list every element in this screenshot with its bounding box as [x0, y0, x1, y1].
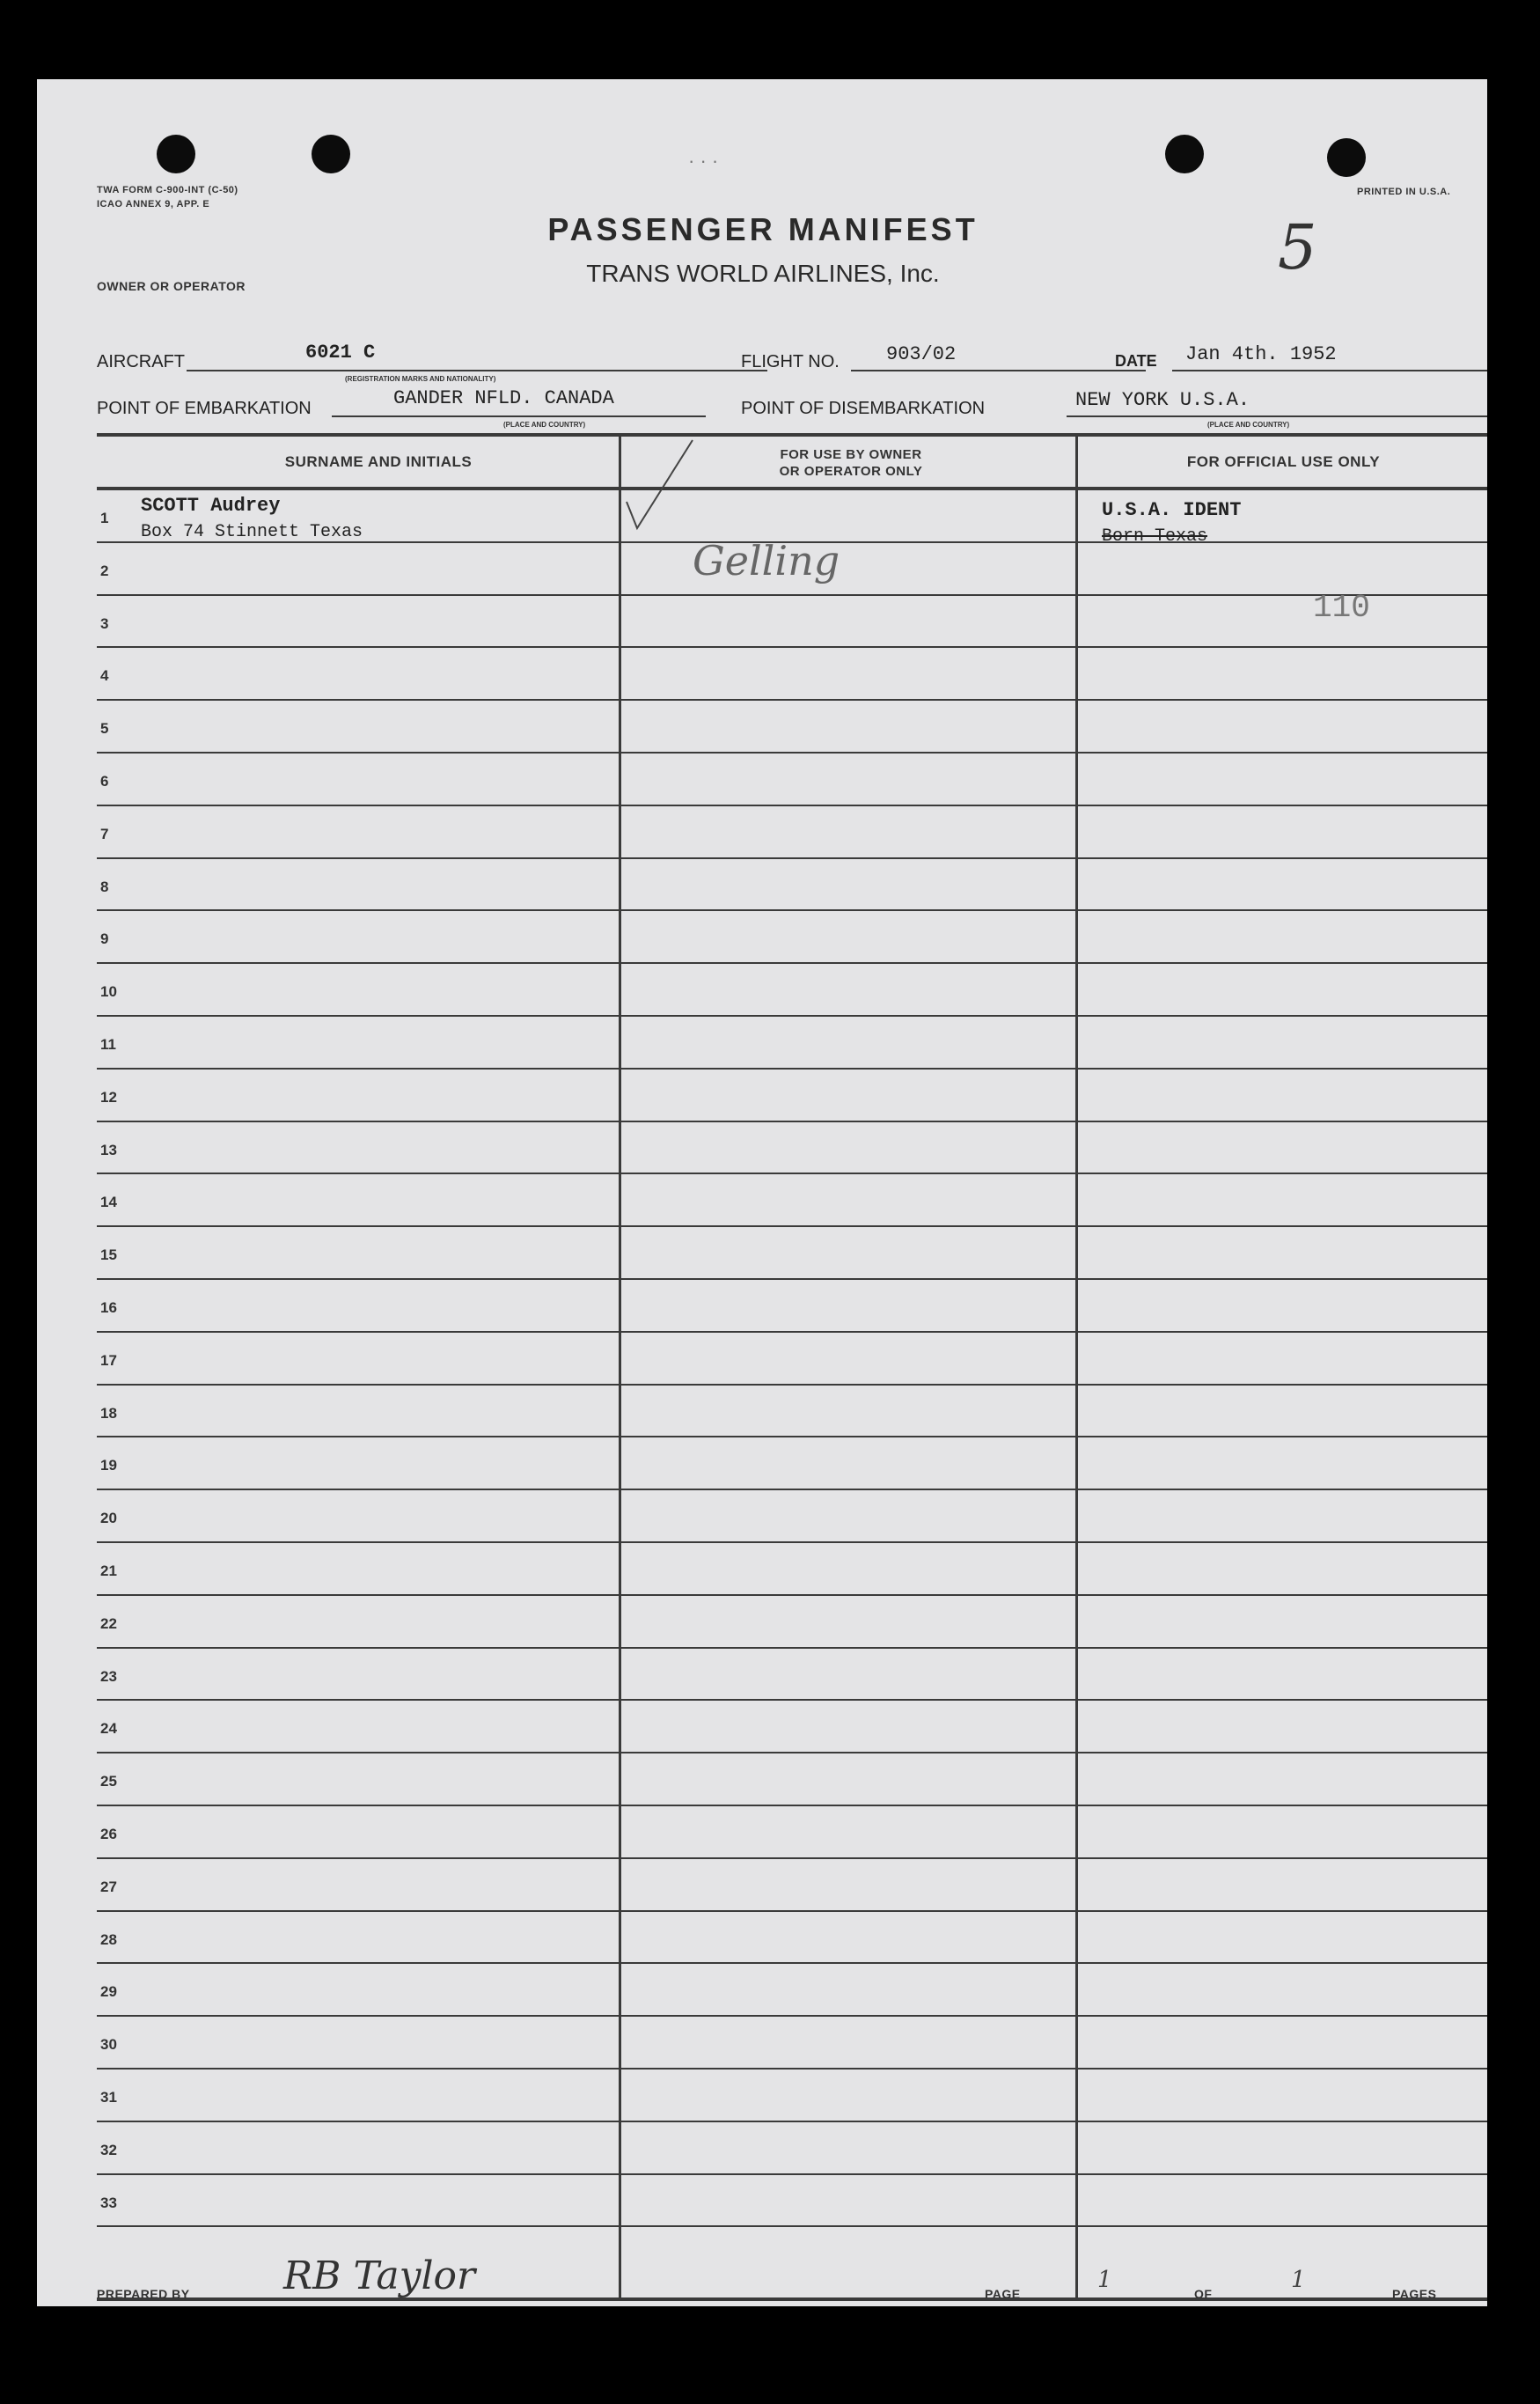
row-number: 30	[100, 2036, 117, 2054]
top-mark: · · ·	[688, 150, 719, 172]
page-title: PASSENGER MANIFEST	[547, 211, 979, 247]
date-label: DATE	[1115, 352, 1157, 370]
column-header-official: FOR OFFICIAL USE ONLY	[1186, 453, 1381, 470]
embarkation-caption: (PLACE AND COUNTRY)	[503, 421, 586, 429]
disembarkation-caption: (PLACE AND COUNTRY)	[1207, 421, 1290, 429]
page-value: 1	[1097, 2267, 1112, 2293]
punch-hole-icon	[1165, 135, 1204, 173]
table-top-rule	[97, 433, 1487, 437]
airline-name: TRANS WORLD AIRLINES, Inc.	[586, 260, 940, 287]
row-number: 33	[100, 2194, 117, 2211]
row-number: 29	[100, 1983, 117, 2001]
column-header-owner: FOR USE BY OWNER	[780, 447, 922, 462]
row-rule	[97, 1384, 1487, 1386]
official-stamp: 110	[1313, 590, 1370, 626]
row-rule	[97, 909, 1487, 911]
column-divider	[1075, 435, 1078, 2301]
column-header-surname: SURNAME AND INITIALS	[284, 453, 473, 470]
of-label: OF	[1194, 2287, 1213, 2301]
row-number: 26	[100, 1826, 117, 1842]
passenger-name: SCOTT Audrey	[141, 495, 281, 517]
row-rule	[97, 1594, 1487, 1596]
row-rule	[97, 2173, 1487, 2175]
row-rule	[97, 1647, 1487, 1649]
row-rule	[97, 2225, 1487, 2227]
row-rule	[97, 1173, 1487, 1174]
row-rule	[97, 1805, 1487, 1806]
row-rule	[97, 1121, 1487, 1122]
passenger-address: Box 74 Stinnett Texas	[141, 522, 363, 542]
row-rule	[97, 1699, 1487, 1701]
form-number: TWA FORM C-900-INT (C-50)	[97, 185, 238, 195]
row-number: 24	[100, 1720, 117, 1738]
row-number: 2	[100, 562, 109, 579]
row-number: 1	[100, 510, 109, 526]
check-mark-icon	[618, 431, 723, 537]
of-value: 1	[1291, 2267, 1306, 2293]
row-number: 17	[100, 1351, 117, 1369]
row-rule	[97, 1541, 1487, 1543]
punch-hole-icon	[157, 135, 195, 173]
aircraft-label: AIRCRAFT	[97, 352, 185, 371]
row-rule	[97, 1436, 1487, 1437]
row-number: 32	[100, 2141, 117, 2158]
disembarkation-label: POINT OF DISEMBARKATION	[741, 399, 986, 418]
row-number: 13	[100, 1141, 117, 1158]
row-rule	[97, 2068, 1487, 2069]
row-rule	[97, 1068, 1487, 1070]
flight-label: FLIGHT NO.	[741, 352, 840, 371]
punch-hole-icon	[312, 135, 350, 173]
row-rule	[97, 1910, 1487, 1912]
row-rule	[97, 805, 1487, 806]
embarkation-value: GANDER NFLD. CANADA	[393, 387, 614, 409]
row-number: 20	[100, 1510, 117, 1527]
date-value: Jan 4th. 1952	[1185, 343, 1337, 365]
aircraft-caption: (REGISTRATION MARKS AND NATIONALITY)	[345, 375, 496, 383]
row-number: 10	[100, 983, 117, 1001]
row-number: 3	[100, 614, 109, 632]
column-header-owner-2: OR OPERATOR ONLY	[779, 464, 923, 479]
flight-value: 903/02	[886, 343, 957, 365]
row-number: 11	[100, 1036, 116, 1053]
row-number: 31	[100, 2089, 117, 2106]
disembarkation-value: NEW YORK U.S.A.	[1075, 389, 1250, 411]
row-number: 16	[100, 1299, 117, 1316]
row-number: 6	[100, 773, 109, 790]
pages-label: PAGES	[1392, 2287, 1437, 2301]
page-label: PAGE	[985, 2287, 1021, 2301]
row-number: 12	[100, 1088, 117, 1106]
row-rule	[97, 1752, 1487, 1753]
prepared-by-signature: RB Taylor	[283, 2253, 476, 2298]
row-rule	[97, 2015, 1487, 2017]
row-number: 8	[100, 878, 109, 895]
row-rule	[97, 1489, 1487, 1490]
row-number: 22	[100, 1614, 117, 1632]
row-rule	[97, 1962, 1487, 1964]
row-number: 21	[100, 1562, 117, 1579]
row-number: 14	[100, 1194, 117, 1211]
row-number: 9	[100, 930, 109, 948]
row-number: 25	[100, 1773, 117, 1790]
row-number: 5	[100, 720, 109, 738]
row-number: 19	[100, 1457, 117, 1474]
row-number: 27	[100, 1878, 117, 1895]
column-divider	[619, 435, 621, 2301]
row-number: 23	[100, 1667, 117, 1685]
embarkation-label: POINT OF EMBARKATION	[97, 399, 312, 418]
aircraft-value: 6021 C	[305, 342, 376, 364]
row-rule	[97, 857, 1487, 859]
row-rule	[97, 1225, 1487, 1227]
row-number: 15	[100, 1246, 117, 1264]
row-number: 4	[100, 667, 109, 685]
header-bottom-rule	[97, 487, 1487, 490]
operator-signature: Gelling	[693, 537, 840, 584]
row-number: 28	[100, 1930, 117, 1948]
row-rule	[97, 646, 1487, 648]
row-rule	[97, 699, 1487, 701]
official-ident: U.S.A. IDENT	[1102, 499, 1242, 521]
row-rule	[97, 752, 1487, 754]
row-rule	[97, 962, 1487, 964]
row-rule	[97, 1331, 1487, 1333]
official-born: Born Texas	[1102, 526, 1208, 547]
owner-label: OWNER OR OPERATOR	[97, 279, 246, 293]
prepared-by-label: PREPARED BY	[97, 2287, 190, 2301]
page-mark: 5	[1278, 211, 1317, 283]
row-rule	[97, 1857, 1487, 1859]
manifest-sheet	[37, 79, 1487, 2306]
row-number: 18	[100, 1404, 117, 1422]
row-rule	[97, 1015, 1487, 1017]
form-annex: ICAO ANNEX 9, APP. E	[97, 199, 210, 210]
row-rule	[97, 1278, 1487, 1280]
printed-in: PRINTED IN U.S.A.	[1357, 187, 1451, 197]
punch-hole-icon	[1327, 138, 1366, 177]
row-rule	[97, 594, 1487, 596]
row-rule	[97, 2121, 1487, 2122]
row-number: 7	[100, 825, 109, 842]
